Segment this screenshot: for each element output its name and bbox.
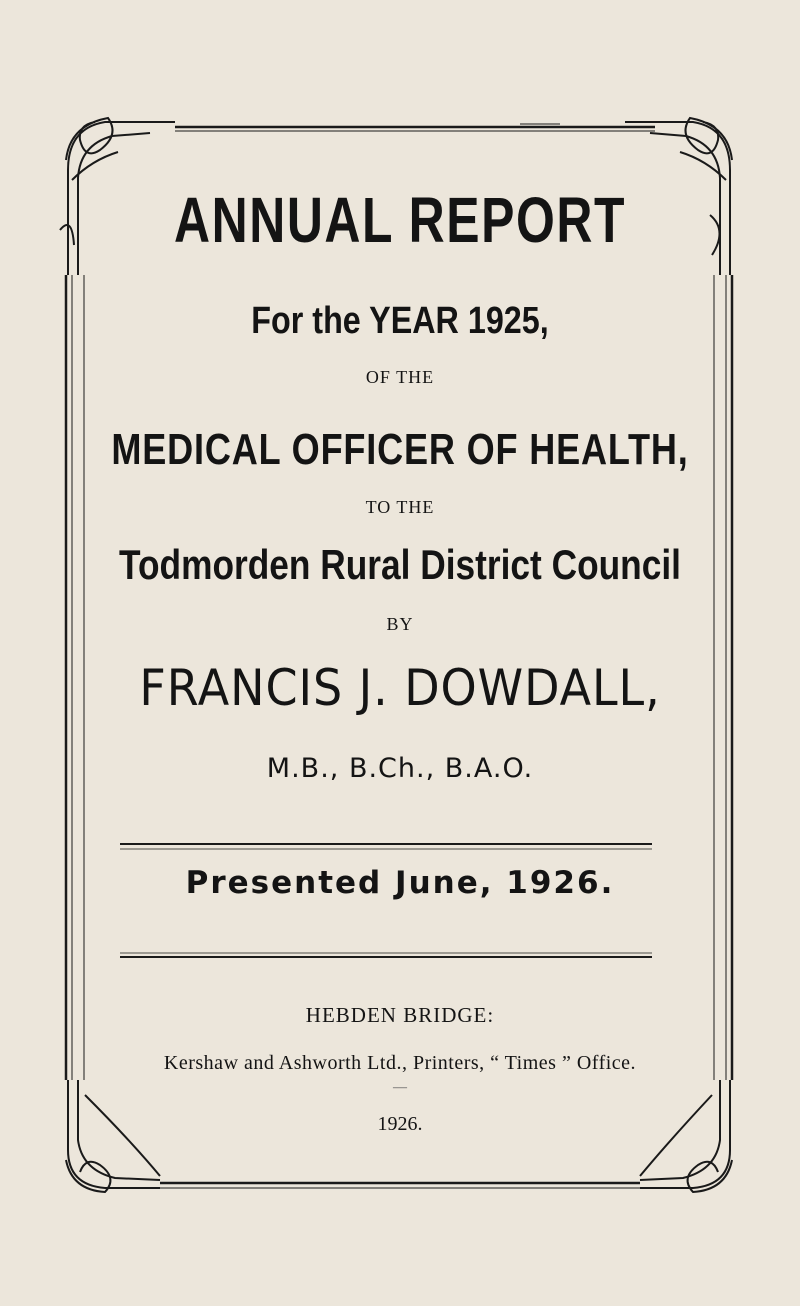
author-degrees: M.B., B.Ch., B.A.O.	[266, 753, 534, 784]
presented-date: Presented June, 1926.	[185, 865, 615, 901]
scroll-ornament-bottom-left	[66, 1080, 160, 1192]
scroll-ornament-bottom-right	[640, 1080, 732, 1192]
publication-place: HEBDEN BRIDGE:	[305, 1003, 495, 1027]
publication-year: 1926.	[377, 1113, 423, 1135]
of-the-label: OF THE	[365, 367, 435, 387]
council-name: Todmorden Rural District Council	[119, 541, 681, 588]
separator-dash: —	[393, 1080, 407, 1095]
printer-credit: Kershaw and Ashworth Ltd., Printers, “ Times ” Office.	[163, 1052, 637, 1074]
to-the-label: TO THE	[365, 497, 435, 517]
report-title: ANNUAL REPORT	[173, 184, 627, 256]
by-label: BY	[386, 614, 414, 634]
report-subject: MEDICAL OFFICER OF HEALTH,	[111, 425, 689, 474]
report-year-line: For the YEAR 1925,	[251, 300, 549, 342]
author-name: FRANCIS J. DOWDALL,	[139, 659, 661, 717]
